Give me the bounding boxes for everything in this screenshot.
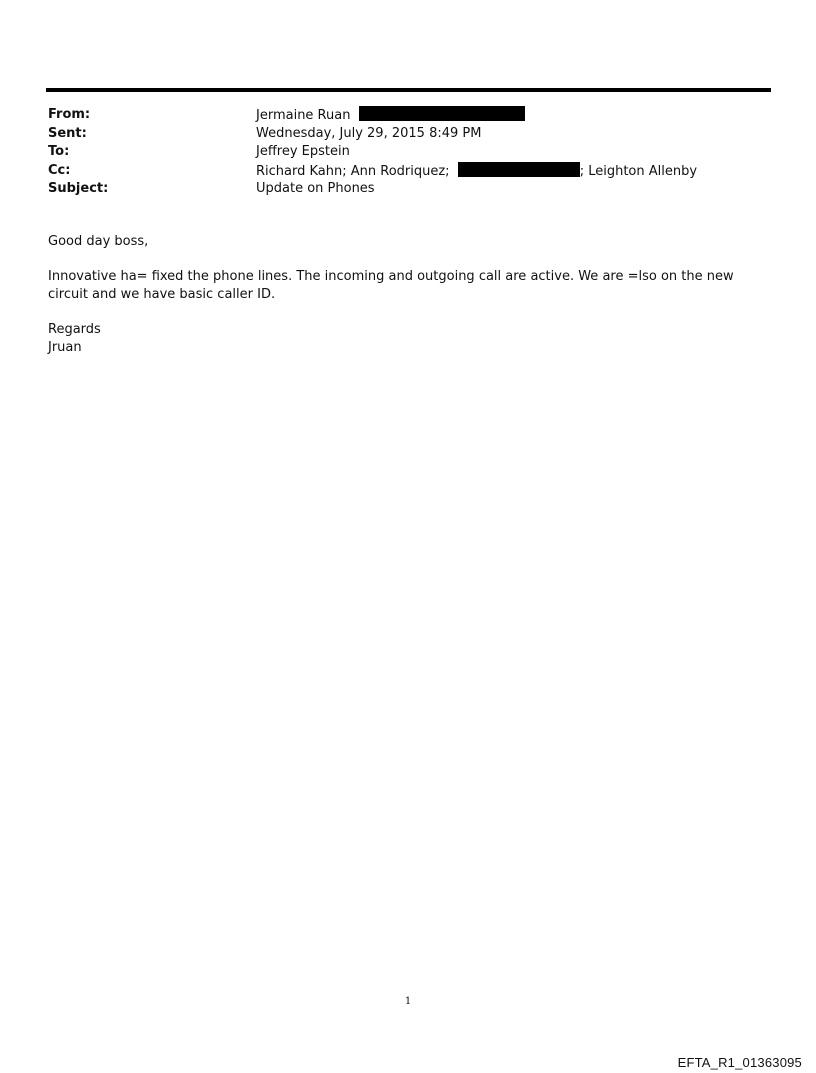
from-name: Jermaine Ruan xyxy=(256,108,351,123)
sent-value: Wednesday, July 29, 2015 8:49 PM xyxy=(256,125,482,141)
subject-label: Subject: xyxy=(48,181,109,196)
message-paragraph: Innovative ha= fixed the phone lines. The incoming and outgoing call are active. We are =lso on the new circuit and we have basic caller ID. xyxy=(48,268,734,302)
cc-label: Cc: xyxy=(48,162,71,178)
email-body xyxy=(48,233,773,374)
to-value: Jeffrey Epstein xyxy=(256,144,350,159)
from-value xyxy=(256,106,525,126)
cc-recipients-end: ; Leighton Allenby xyxy=(579,163,698,179)
header-divider xyxy=(46,88,771,92)
cc-value xyxy=(256,162,697,182)
sent-label: Sent: xyxy=(48,125,87,141)
signature: Jruan xyxy=(48,340,82,355)
signature-block xyxy=(48,321,773,358)
closing: Regards xyxy=(48,321,101,337)
page-number: 1 xyxy=(404,996,412,1007)
to-label: To: xyxy=(48,144,70,159)
document-id: EFTA_R1_01363095 xyxy=(677,1055,802,1070)
cc-recipients-start: Richard Kahn; Ann Rodriquez; xyxy=(256,163,450,179)
from-label: From: xyxy=(48,107,91,122)
greeting: Good day boss, xyxy=(48,234,149,249)
subject-value: Update on Phones xyxy=(256,181,375,196)
redaction-box xyxy=(359,106,525,121)
redaction-box xyxy=(458,162,580,177)
